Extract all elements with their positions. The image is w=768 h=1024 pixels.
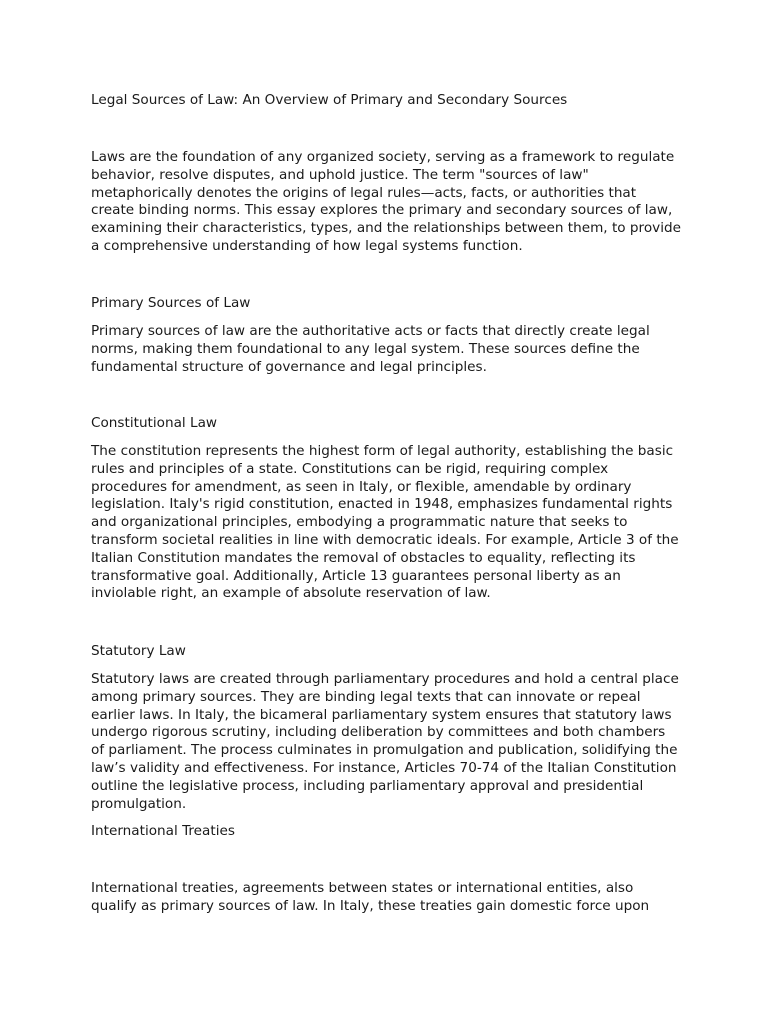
section-paragraph-statutory-law: Statutory laws are created through parliamentary procedures and hold a central place among primary sources. They are binding legal texts that can innovate or repeal earlier laws. In Italy, the bicameral parliamentary system ensures that statutory laws undergo rigorous scrutiny, including deliberation by committees and both chambers of parliament. The process culminates in promulgation and publication, solidifying the law’s validity and effectiveness. For instance, Articles 70-74 of the Italian Constitution outline the legislative process, including parliamentary approval and presidential promulgation.: [91, 671, 679, 812]
section-heading-statutory-law: Statutory Law: [91, 643, 186, 659]
section-paragraph-international-treaties: International treaties, agreements between states or international entities, also qualify as primary sources of law. In Italy, these treaties gain domestic force upon: [91, 880, 650, 914]
section-heading-constitutional-law: Constitutional Law: [91, 415, 218, 431]
section-paragraph-constitutional-law: The constitution represents the highest form of legal authority, establishing the basic rules and principles of a state. Constitutions can be rigid, requiring complex procedures for amendment, as seen in Italy, or flexible, amendable by ordinary legislation. Italy's rigid constitution, enacted in 1948, emphasizes fundamental rights and organizational principles, embodying a programmatic nature that seeks to transform societal realities in line with democratic ideals. For example, Article 3 of the Italian Constitution mandates the removal of obstacles to equality, reflecting its transformative goal. Additionally, Article 13 guarantees personal liberty as an inviolable right, an example of absolute reservation of law.: [91, 443, 679, 602]
intro-paragraph: Laws are the foundation of any organized society, serving as a framework to regulate behavior, resolve disputes, and uphold justice. The term "sources of law" metaphorically denotes the origins of legal rules—acts, facts, or authorities that create binding norms. This essay explores the primary and secondary sources of law, examining their characteristics, types, and the relationships between them, to provide a comprehensive understanding of how legal systems function.: [91, 149, 681, 254]
section-heading-primary-sources: Primary Sources of Law: [91, 295, 251, 311]
section-paragraph-primary-sources: Primary sources of law are the authoritative acts or facts that directly create legal norms, making them foundational to any legal system. These sources define the fundamental structure of governance and legal principles.: [91, 323, 650, 375]
document-title: Legal Sources of Law: An Overview of Primary and Secondary Sources: [91, 92, 568, 108]
section-heading-international-treaties: International Treaties: [91, 823, 235, 839]
